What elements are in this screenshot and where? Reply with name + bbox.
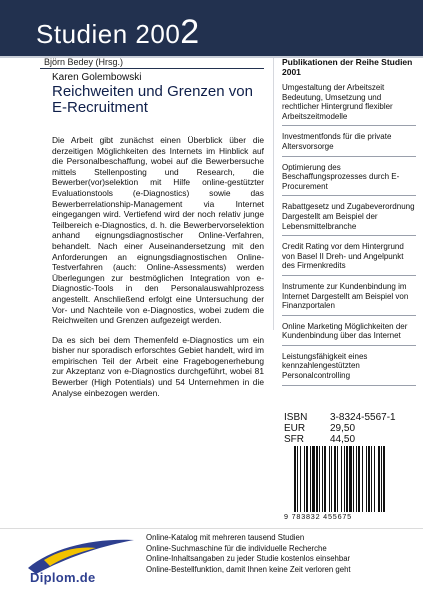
price-label: ISBN bbox=[284, 412, 308, 423]
barcode-bar bbox=[362, 446, 363, 512]
barcode-bar bbox=[366, 446, 367, 512]
feature-line: Online-Bestellfunktion, damit Ihnen keine Zeit verloren geht bbox=[146, 564, 351, 574]
barcode-bar bbox=[300, 446, 301, 512]
publication-item: Leistungsfähigkeit eines kennzahlengestützten Personalcontrolling bbox=[282, 350, 416, 386]
barcode-bar bbox=[378, 446, 380, 512]
series-title bbox=[36, 13, 200, 51]
barcode-bar bbox=[310, 446, 311, 512]
barcode-number: 9 783832 455675 bbox=[284, 512, 352, 521]
barcode-bar bbox=[312, 446, 315, 512]
abstract-paragraph: Die Arbeit gibt zunächst einen Überblick über die derzeitigen Möglichkeiten des Internets im Hinblick auf die Personalbeschaffung, wobei auf die Bewerbersuche mittels Stellenposting und Research, die Bewerber(vor)selektion mit Hilfe online-gestützter Evaluationstools (e-Diagnostics) sowie das Bewerberrelationship-Management via Internet eingegangen wird. Vertiefend wird der noch relativ junge Teilbereich e-Diagnostics, d. h. die Bewerbervorselektion anhand eignungsdiagnostischer Online-Verfahren, behandelt. Nach einer Auseinandersetzung mit den Anforderungen an eignungsdiagnostischen Online-Testverfahren (auch: Online-Assessments) werden Überlegungen zur bestmöglichen Integration von e-Diagnostic-Tools in den Personalauswahlprozess angestellt. Anschließend erfolgt eine Untersuchung der Vor- und Nachteile von e-Diagnostics, wobei zudem die Reichweiten und Grenzen aufgezeigt werden. bbox=[52, 135, 264, 326]
eur-row bbox=[284, 423, 416, 434]
barcode-bar bbox=[381, 446, 382, 512]
publisher-logo-text: Diplom.de bbox=[30, 570, 96, 585]
editor-credit: Björn Bedey (Hrsg.) bbox=[44, 57, 124, 67]
price-value: 29,50 bbox=[330, 423, 356, 434]
publication-item: Credit Rating vor dem Hintergrund von Basel II Dreh- und Angelpunkt des Firmenkredits bbox=[282, 240, 416, 276]
barcode-bar bbox=[316, 446, 318, 512]
publication-item: Optimierung des Beschaffungsprozesses durch E-Procurement bbox=[282, 161, 416, 197]
barcode-bar bbox=[337, 446, 338, 512]
publications-heading: Publikationen der Reihe Studien 2001 bbox=[282, 57, 413, 77]
price-label: SFR bbox=[284, 434, 304, 445]
barcode-bar bbox=[331, 446, 332, 512]
barcode-bar bbox=[344, 446, 345, 512]
barcode-bar bbox=[368, 446, 370, 512]
series-title-suffix: 2 bbox=[180, 13, 200, 51]
editor-divider bbox=[40, 68, 264, 69]
barcode-bar bbox=[319, 446, 320, 512]
price-value: 44,50 bbox=[330, 434, 356, 445]
barcode-bar bbox=[371, 446, 372, 512]
book-title: Reichweiten und Grenzen von E-Recruitment bbox=[52, 83, 253, 116]
feature-line: Online-Katalog mit mehreren tausend Studien bbox=[146, 533, 305, 542]
barcode-bar bbox=[353, 446, 354, 512]
barcode-image bbox=[290, 446, 410, 514]
series-title-prefix: Studien 200 bbox=[36, 19, 181, 49]
publication-item: Instrumente zur Kundenbindung im Internet Dargestellt am Beispiel von Finanzportalen bbox=[282, 280, 416, 316]
barcode-bar bbox=[358, 446, 360, 512]
barcode-bar bbox=[374, 446, 375, 512]
barcode-bar bbox=[324, 446, 326, 512]
publication-item: Umgestaltung der Arbeitszeit Bedeutung, Umsetzung und rechtlicher Hintergrund flexibler Arbeitszeitmodelle bbox=[282, 81, 416, 126]
publications-list bbox=[282, 81, 416, 390]
footer-divider bbox=[0, 528, 423, 529]
barcode-bar bbox=[346, 446, 348, 512]
barcode-bar bbox=[334, 446, 336, 512]
book-abstract bbox=[52, 135, 264, 398]
sfr-row bbox=[284, 434, 416, 445]
isbn-row bbox=[284, 412, 416, 423]
barcode-bar bbox=[383, 446, 385, 512]
price-table bbox=[284, 412, 416, 445]
barcode-bar bbox=[356, 446, 357, 512]
barcode-bar bbox=[322, 446, 323, 512]
price-value: 3-8324-5567-1 bbox=[330, 412, 396, 423]
barcode-bar bbox=[304, 446, 305, 512]
barcode-bar bbox=[306, 446, 308, 512]
column-divider bbox=[273, 58, 274, 330]
publisher-features bbox=[146, 533, 416, 575]
abstract-paragraph: Da es sich bei dem Themenfeld e-Diagnostics um ein bisher nur sporadisch erforschtes Gebiet handelt, wird im empirischen Teil der Arbeit eine Fragebogenerhebung zur Akzeptanz von e-Diagnostics durchgeführt, wobei 81 Bewerber (High Potentials) und 54 Unternehmen in die Analyse einbezogen werden. bbox=[52, 334, 264, 398]
barcode-bar bbox=[349, 446, 352, 512]
barcode-bar bbox=[297, 446, 298, 512]
barcode-bar bbox=[329, 446, 330, 512]
feature-line: Online-Suchmaschine für die individuelle Recherche bbox=[146, 543, 327, 553]
book-author: Karen Golembowski bbox=[52, 72, 142, 83]
publication-item: Rabattgesetz und Zugabeverordnung Dargestellt am Beispiel der Lebensmittelbranche bbox=[282, 200, 416, 236]
barcode-bar bbox=[294, 446, 296, 512]
barcode-bar bbox=[341, 446, 342, 512]
feature-line: Online-Inhaltsangaben zu jeder Studie kostenlos einsehbar bbox=[146, 554, 351, 563]
publication-item: Online Marketing Möglichkeiten der Kundenbindung über das Internet bbox=[282, 320, 416, 346]
price-label: EUR bbox=[284, 423, 306, 434]
publication-item: Investmentfonds für die private Altersvorsorge bbox=[282, 130, 416, 156]
